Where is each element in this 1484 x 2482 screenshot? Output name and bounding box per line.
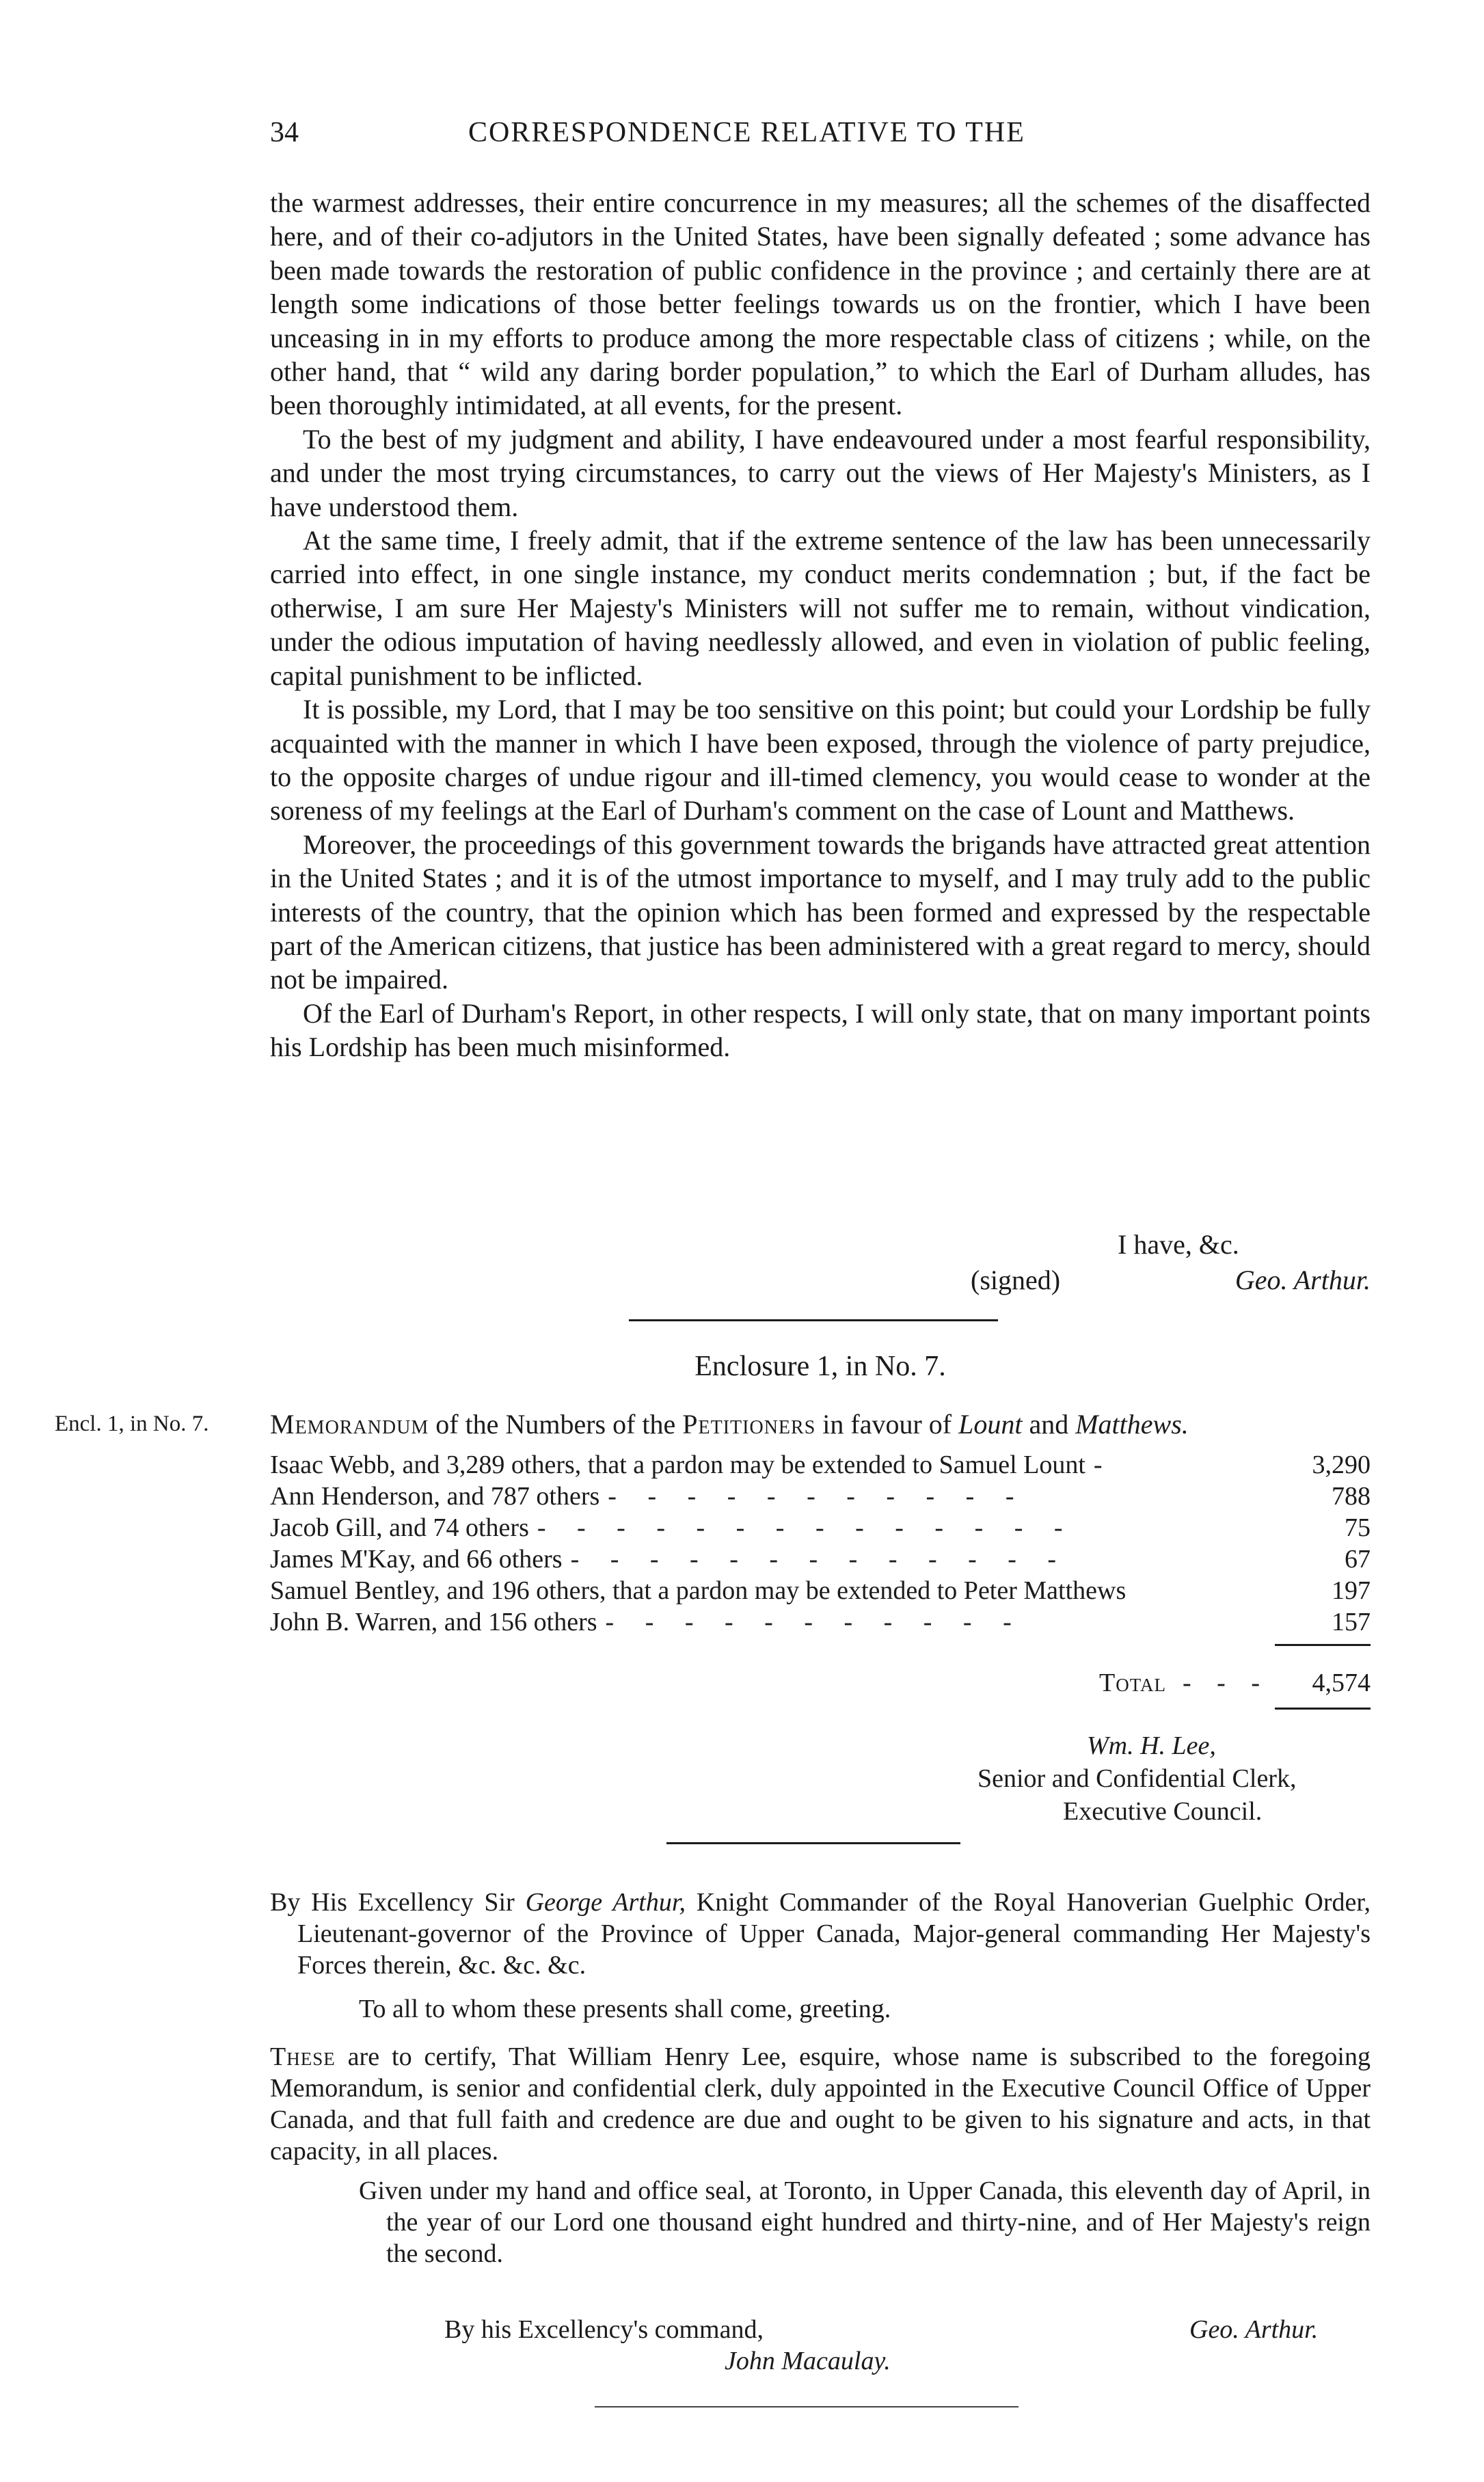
sum-rule [1275, 1644, 1371, 1646]
table-row [270, 1543, 1371, 1575]
letter-body [270, 186, 1371, 1064]
clerk-name: Wm. H. Lee, [1087, 1731, 1216, 1760]
table-row [270, 1481, 1371, 1512]
closing-rule [595, 2406, 1018, 2407]
paragraph-3: At the same time, I freely admit, that if the extreme sentence of the law has been unnecessarily carried into effect, in one single instance, my conduct merits condemnation ; but, if the fact be otherwise, I am sure Her Majesty's Ministers will not suffer me to remain, without vindication, under the odious imputation of having needlessly allowed, and even in violation of public feeling, capital punishment to be inflicted. [270, 525, 1371, 691]
petitioner-count: 197 [1332, 1576, 1371, 1605]
cert-body-text: are to certify, That William Henry Lee, esquire, whose name is subscribed to the foregoing Memorandum, is senior and confidential clerk, duly appointed in the Executive Council Office of Upper Canada, and that full faith and credence are due and ought to be given to his signature and acts, in that capacity, in all places. [270, 2042, 1371, 2166]
table-row [270, 1512, 1371, 1543]
table-row [270, 1449, 1371, 1481]
cert-signature: Geo. Arthur. [1189, 2315, 1319, 2344]
signed-line [971, 1263, 1371, 1298]
divider-rule-2 [666, 1842, 960, 1844]
petitioner-count: 67 [1345, 1545, 1371, 1574]
closing-line: I have, &c. [1118, 1229, 1239, 1260]
letter-signature-block [971, 1227, 1371, 1298]
total-label: Total [1098, 1669, 1167, 1697]
petitioner-name: Jacob Gill, and 74 others [270, 1513, 529, 1542]
margin-note: Encl. 1, in No. 7. [55, 1412, 209, 1436]
paragraph-2: To the best of my judgment and ability, I have endeavoured under a most fearful responsibility, and under the most trying circumstances, to carry out the views of Her Majesty's Ministers, as I have understood them. [270, 423, 1371, 522]
clerk-signature-block [977, 1729, 1371, 1828]
memo-title-word-2: Petitioners [682, 1409, 816, 1440]
divider-rule [629, 1319, 998, 1321]
signed-label: (signed) [971, 1265, 1061, 1295]
memo-title-word-4: Matthews. [1075, 1409, 1189, 1440]
leader-dots: - - - - - - - - - - - - - - [537, 1513, 1075, 1542]
memo-title-word-1: Memorandum [270, 1409, 429, 1440]
cert-greeting: To all to whom these presents shall come, greeting. [359, 1995, 891, 2023]
running-head [270, 116, 1371, 164]
paragraph-6: Of the Earl of Durham's Report, in other respects, I will only state, that on many important points his Lordship has been much misinformed. [270, 997, 1371, 1063]
certificate [270, 1887, 1371, 2269]
leader-dots: - - - - - - - - - - - [608, 1482, 1027, 1511]
memo-title-text-2: in favour of [815, 1409, 959, 1440]
memo-title-word-3: Lount [958, 1409, 1023, 1440]
leader-dots: - [1093, 1451, 1115, 1479]
petitioner-name: Samuel Bentley, and 196 others, that a pardon may be extended to Peter Matthews [270, 1576, 1127, 1605]
petitioner-name: John B. Warren, and 156 others [270, 1608, 597, 1636]
cert-lead-word: These [270, 2042, 336, 2071]
total-value: 4,574 [1312, 1669, 1371, 1697]
cert-governor-name: George Arthur, [525, 1888, 686, 1917]
clerk-title: Senior and Confidential Clerk, [977, 1764, 1297, 1793]
paragraph-5: Moreover, the proceedings of this government towards the brigands have attracted great attention in the United States ; and it is of the utmost importance to myself, and I may truly add to the public interests of the country, that the opinion which has been formed and expressed by the respectable part of the American citizens, that justice has been administered with a great regard to mercy, should not be impaired. [270, 828, 1371, 995]
clerk-office: Executive Council. [1063, 1797, 1263, 1826]
leader-dots: - - - - - - - - - - - [605, 1608, 1024, 1636]
petitioner-count: 788 [1332, 1482, 1371, 1511]
petitioner-name: Ann Henderson, and 787 others [270, 1482, 600, 1511]
petitioner-count: 3,290 [1312, 1451, 1371, 1479]
petitioner-count: 75 [1345, 1513, 1371, 1542]
petitioner-count: 157 [1332, 1608, 1371, 1636]
cert-given-under: Given under my hand and office seal, at Toronto, in Upper Canada, this eleventh day of April, in the year of our Lord one thousand eight hundred and thirty-nine, and of Her Majesty's reign the second. [359, 2176, 1371, 2268]
petitioner-name: Isaac Webb, and 3,289 others, that a pardon may be extended to Samuel Lount [270, 1451, 1085, 1479]
page-number: 34 [270, 117, 299, 148]
enclosure-heading: Enclosure 1, in No. 7. [694, 1351, 946, 1382]
cert-body [270, 2041, 1371, 2167]
cert-command: By his Excellency's command, [444, 2315, 764, 2344]
paragraph-1: the warmest addresses, their entire concurrence in my measures; all the schemes of the disaffected here, and of their co-adjutors in the United States, have been signally defeated ; some advance has been made towards the restoration of public confidence in the province ; and certainly there are at length some indications of those better feelings towards us on the frontier, which I have been unceasing in in my efforts to produce among the more respectable class of citizens ; while, on the other hand, that “ wild any daring border population,” to which the Earl of Durham alludes, has been thoroughly intimidated, at all events, for the present. [270, 187, 1371, 421]
certificate-preamble [270, 1887, 1371, 1981]
running-title: CORRESPONDENCE RELATIVE TO THE [468, 117, 1025, 148]
table-row [270, 1606, 1371, 1638]
cert-secretary: John Macaulay. [725, 2347, 891, 2375]
petitioner-name: James M'Kay, and 66 others [270, 1545, 563, 1574]
signature: Geo. Arthur. [1235, 1265, 1371, 1295]
petitioners-table [270, 1449, 1371, 1638]
cert-text-2: Knight Commander of the Royal Hanoverian Guelphic Order, Lieutenant-governor of the Province of Upper Canada, Major-general commanding Her Majesty's Forces therein, &c. &c. &c. [297, 1888, 1371, 1980]
cert-text-1: By His Excellency Sir [270, 1888, 526, 1917]
paragraph-4: It is possible, my Lord, that I may be too sensitive on this point; but could your Lordship be fully acquainted with the manner in which I have been exposed, through the violence of party prejudice, to the opposite charges of undue rigour and ill-timed clemency, you would cease to wonder at the soreness of my feelings at the Earl of Durham's comment on the case of Lount and Matthews. [270, 694, 1371, 826]
memorandum-title [270, 1408, 1371, 1440]
total-rule [1275, 1708, 1371, 1710]
memo-title-text-3: and [1022, 1409, 1076, 1440]
total-dots: - - - [1183, 1669, 1269, 1697]
memo-title-text-1: of the Numbers of the [429, 1409, 683, 1440]
total-row [270, 1668, 1371, 1698]
leader-dots: - - - - - - - - - - - - - [570, 1545, 1069, 1574]
table-row [270, 1575, 1371, 1606]
